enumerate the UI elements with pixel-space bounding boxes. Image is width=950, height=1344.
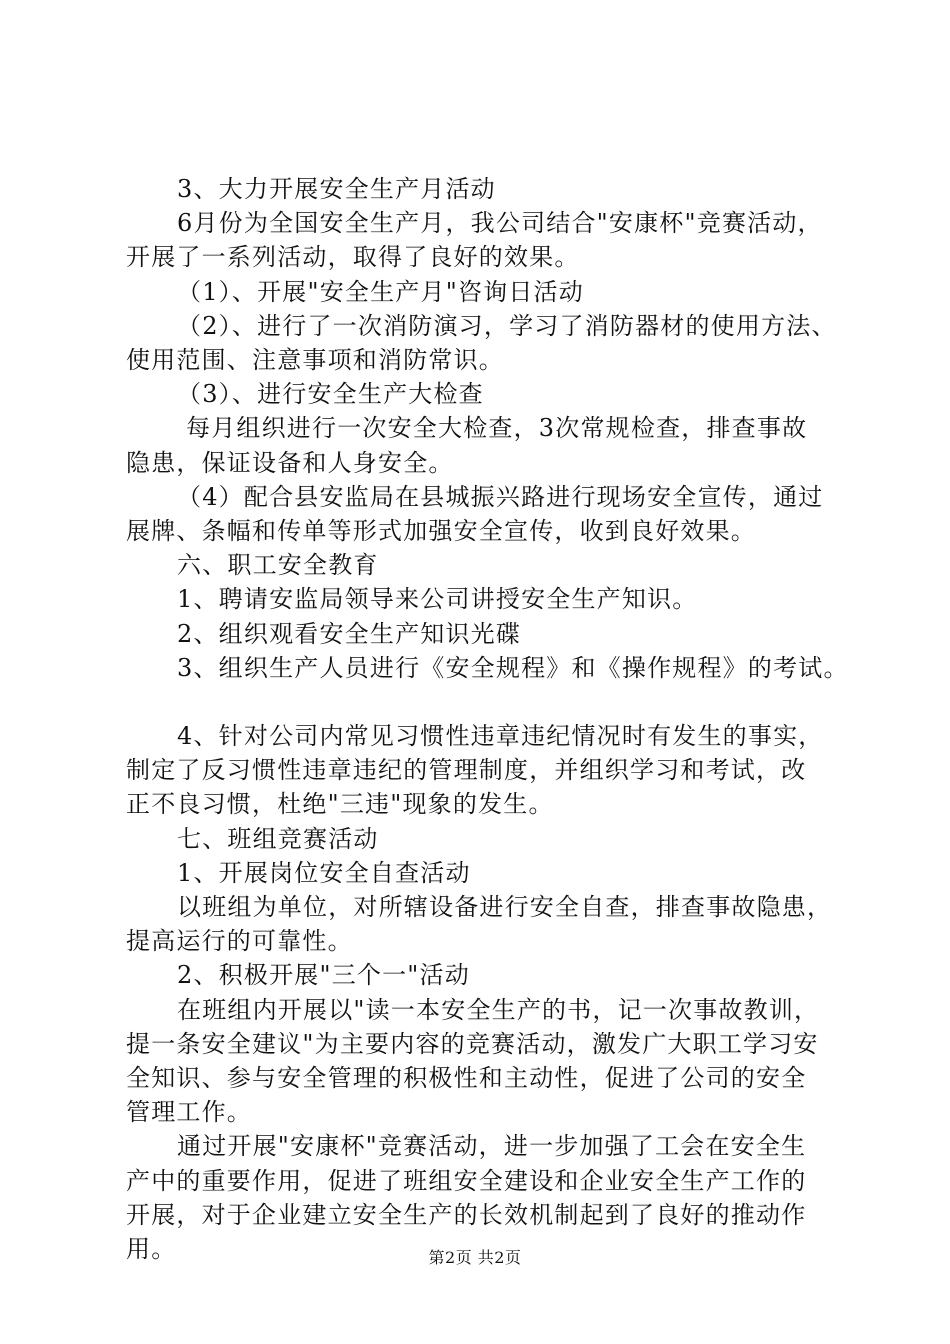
list-item: 4、针对公司内常见习惯性违章违纪情况时有发生的事实， [177, 722, 824, 751]
list-item: 2、积极开展"三个一"活动 [177, 961, 470, 990]
paragraph-line: 隐患，保证设备和人身安全。 [126, 448, 454, 477]
section-heading: 3、大力开展安全生产月活动 [177, 175, 496, 203]
paragraph-line: 通过开展"安康杯"竞赛活动，进一步加强了工会在安全生 [177, 1132, 807, 1161]
paragraph-line: 产中的重要作用，促进了班组安全建设和企业安全生产工作的 [126, 1166, 807, 1195]
paragraph-line: 正不良习惯，杜绝"三违"现象的发生。 [126, 790, 554, 819]
blank-line [126, 685, 846, 719]
list-item: 2、组织观看安全生产知识光碟 [177, 619, 522, 648]
section-heading: 六、职工安全教育 [177, 551, 379, 580]
paragraph-line: 全知识、参与安全管理的积极性和主动性，促进了公司的安全 [126, 1064, 807, 1093]
section-heading: 七、班组竞赛活动 [177, 824, 379, 853]
list-item: （2）、进行了一次消防演习，学习了消防器材的使用方法、 [177, 311, 837, 340]
paragraph-line: 提高运行的可靠性。 [126, 927, 353, 956]
paragraph-line: 开展了一系列活动，取得了良好的效果。 [126, 243, 580, 272]
paragraph-line: 以班组为单位，对所辖设备进行安全自查，排查事故隐患， [177, 893, 833, 922]
paragraph-line: 开展，对于企业建立安全生产的长效机制起到了良好的推动作 [126, 1200, 807, 1229]
list-item: 3、组织生产人员进行《安全规程》和《操作规程》的考试。 [177, 653, 849, 682]
list-item: （3）、进行安全生产大检查 [177, 380, 484, 409]
list-item: （4）配合县安监局在县城振兴路进行现场安全宣传，通过 [177, 482, 824, 511]
paragraph-line: 制定了反习惯性违章违纪的管理制度，并组织学习和考试，改 [126, 756, 807, 785]
list-item: 1、开展岗位安全自查活动 [177, 858, 471, 887]
paragraph-line: 展牌、条幅和传单等形式加强安全宣传，收到良好效果。 [126, 517, 756, 546]
paragraph-line: 管理工作。 [126, 1098, 252, 1127]
paragraph-line: 使用范围、注意事项和消防常识。 [126, 346, 504, 375]
page-number-footer: 第2页 共2页 [428, 1248, 522, 1267]
paragraph-line: 6月份为全国安全生产月，我公司结合"安康杯"竞赛活动， [177, 209, 823, 238]
list-item: 1、聘请安监局领导来公司讲授安全生产知识。 [177, 585, 698, 614]
paragraph-line: 在班组内开展以"读一本安全生产的书，记一次事故教训， [177, 995, 820, 1024]
list-item: （1）、开展"安全生产月"咨询日活动 [177, 277, 584, 306]
paragraph-line: 每月组织进行一次安全大检查，3次常规检查，排查事故 [186, 414, 808, 443]
document-body [126, 172, 849, 1266]
paragraph-line: 提一条安全建议"为主要内容的竞赛活动，激发广大职工学习安 [126, 1029, 819, 1058]
paragraph-line: 用。 [126, 1235, 177, 1264]
